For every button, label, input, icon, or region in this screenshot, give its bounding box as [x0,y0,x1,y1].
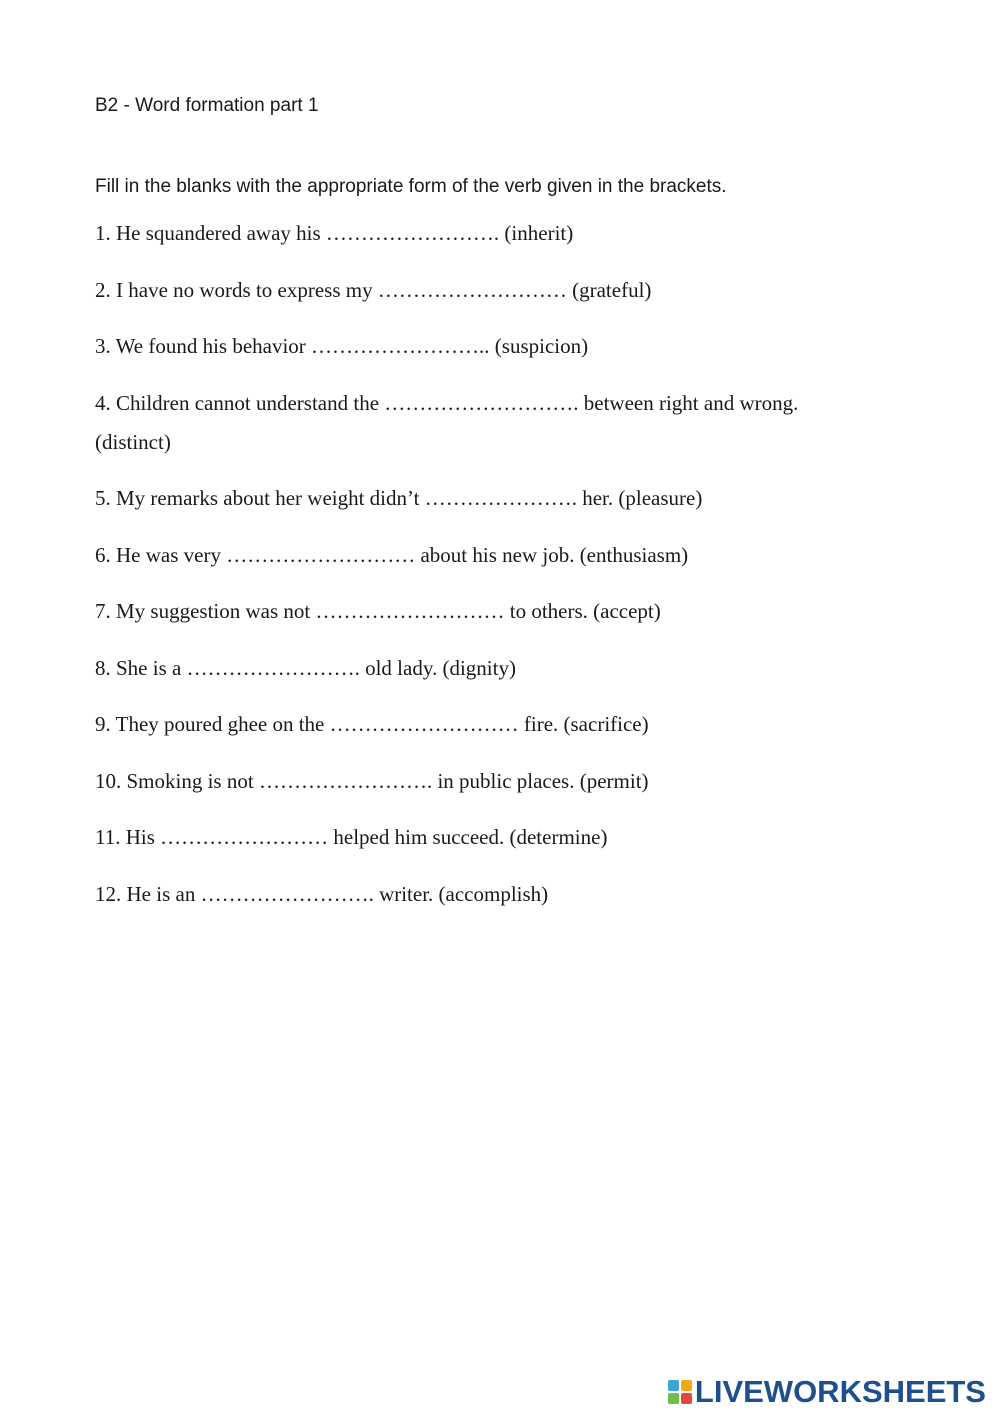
exercise-item: 11. His …………………… helped him succeed. (determine) [95,825,608,849]
exercise-item: 2. I have no words to express my ……………………… (grateful) [95,277,652,302]
brand-name: LIVEWORKSHEETS [694,1374,986,1409]
liveworksheets-logo-icon [668,1380,692,1404]
exercise-item: 10. Smoking is not ……………………. in public places. (permit) [95,768,649,793]
page-title: B2 - Word formation part 1 [95,95,319,116]
exercise-item: 5. My remarks about her weight didn’t …………………. her. (pleasure) [95,486,703,510]
logo-square [681,1393,692,1404]
logo-square [668,1393,679,1404]
instructions-text: Fill in the blanks with the appropriate form of the verb given in the brackets. [95,176,727,197]
exercise-item: 3. We found his behavior …………………….. (suspicion) [95,334,589,358]
exercise-item: 4. Children cannot understand the ………………………. between right and wrong. (distinct) [95,390,799,454]
brand-watermark [668,1372,986,1412]
exercise-item: 12. He is an ……………………. writer. (accomplish) [95,881,549,906]
exercise-list [95,214,895,931]
exercise-item: 9. They poured ghee on the ……………………… fire. (sacrifice) [95,712,649,736]
exercise-item: 8. She is a ……………………. old lady. (dignity) [95,655,516,680]
exercise-item: 7. My suggestion was not ……………………… to others. (accept) [95,599,661,623]
exercise-item: 1. He squandered away his ……………………. (inherit) [95,221,574,245]
logo-square [668,1380,679,1391]
logo-square [681,1380,692,1391]
exercise-item: 6. He was very ……………………… about his new job. (enthusiasm) [95,542,689,567]
